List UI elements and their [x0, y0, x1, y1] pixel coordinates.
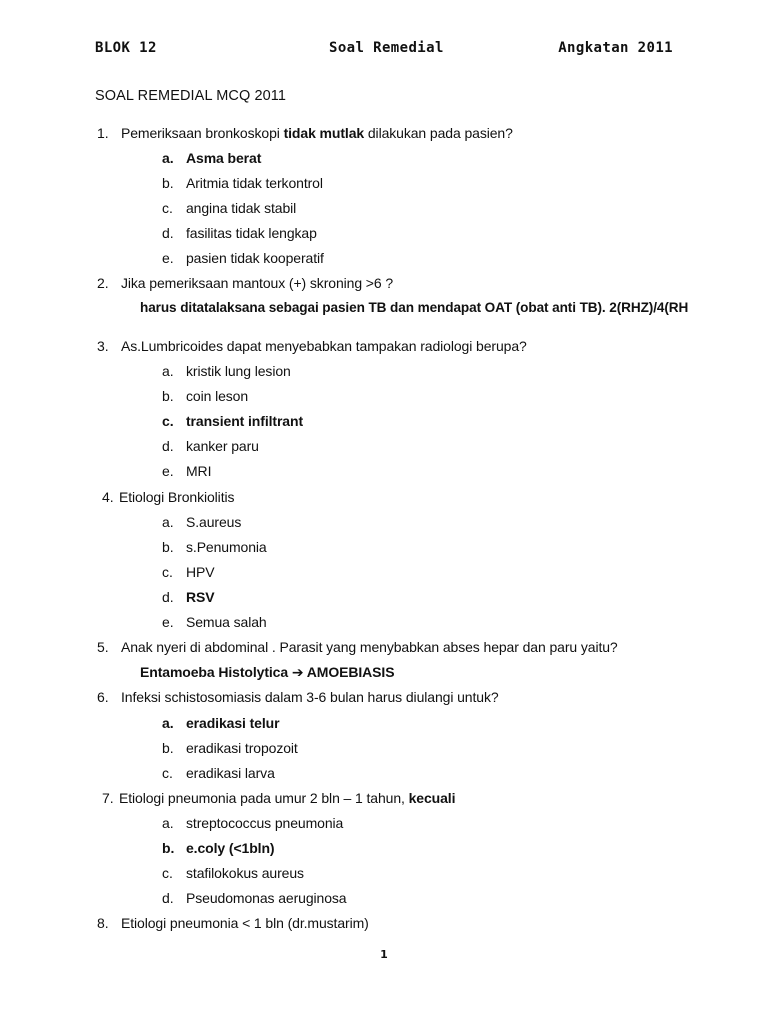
question-2-text: Jika pemeriksaan mantoux (+) skroning >6 ?: [121, 275, 394, 291]
q1-option-d-letter: d.: [162, 225, 174, 241]
q4-option-b: s.Penumonia: [186, 539, 267, 555]
q6-option-c-letter: c.: [162, 765, 173, 781]
q6-option-c: eradikasi larva: [186, 765, 275, 781]
question-1-number: 1.: [97, 125, 109, 141]
q5-answer-disease: AMOEBIASIS: [303, 664, 395, 680]
question-7-bold: kecuali: [408, 790, 456, 806]
document-title: SOAL REMEDIAL MCQ 2011: [95, 88, 287, 104]
q3-option-a: kristik lung lesion: [186, 363, 291, 379]
question-1-bold: tidak mutlak: [283, 125, 365, 141]
question-1-text: [121, 125, 513, 141]
q7-option-d-letter: d.: [162, 890, 174, 906]
question-3-number: 3.: [97, 338, 109, 354]
question-2-number: 2.: [97, 275, 109, 291]
q4-option-b-letter: b.: [162, 539, 174, 555]
q3-option-a-letter: a.: [162, 363, 174, 379]
q3-option-d-letter: d.: [162, 438, 174, 454]
q4-option-a-letter: a.: [162, 514, 174, 530]
q4-option-d-letter: d.: [162, 589, 174, 605]
q6-option-a-letter: a.: [162, 715, 174, 731]
q4-option-d: RSV: [186, 589, 215, 605]
header-title: Soal Remedial: [329, 40, 444, 56]
q1-option-e-letter: e.: [162, 250, 174, 266]
page-number: 1: [380, 948, 388, 961]
q4-option-e-letter: e.: [162, 614, 174, 630]
q3-option-b-letter: b.: [162, 388, 174, 404]
page-header: [95, 40, 673, 60]
q6-option-a: eradikasi telur: [186, 715, 280, 731]
q7-option-c: stafilokokus aureus: [186, 865, 304, 881]
question-1-pre: Pemeriksaan bronkoskopi: [121, 125, 284, 141]
q4-option-c-letter: c.: [162, 564, 173, 580]
q4-option-a: S.aureus: [186, 514, 242, 530]
q1-option-b-letter: b.: [162, 175, 174, 191]
q4-option-c: HPV: [186, 564, 215, 580]
q1-option-a-letter: a.: [162, 150, 174, 166]
q6-option-b-letter: b.: [162, 740, 174, 756]
question-5-text: Anak nyeri di abdominal . Parasit yang menybabkan abses hepar dan paru yaitu?: [121, 639, 618, 655]
q1-option-c: angina tidak stabil: [186, 200, 297, 216]
question-5-answer: [140, 664, 394, 681]
question-1-post: dilakukan pada pasien?: [364, 125, 513, 141]
q1-option-b: Aritmia tidak terkontrol: [186, 175, 323, 191]
right-arrow-icon: ➔: [291, 665, 304, 681]
question-6-number: 6.: [97, 689, 109, 705]
q7-option-b-letter: b.: [162, 840, 175, 856]
q3-option-c-letter: c.: [162, 413, 174, 429]
q1-option-d: fasilitas tidak lengkap: [186, 225, 317, 241]
question-8-text: Etiologi pneumonia < 1 bln (dr.mustarim): [121, 915, 369, 931]
question-3-text: As.Lumbricoides dapat menyebabkan tampakan radiologi berupa?: [121, 338, 527, 354]
q1-option-e: pasien tidak kooperatif: [186, 250, 324, 266]
q7-option-a: streptococcus pneumonia: [186, 815, 344, 831]
question-4-text: Etiologi Bronkiolitis: [119, 489, 235, 505]
question-7-number: 7.: [102, 790, 114, 806]
question-7-text: [119, 790, 455, 806]
q7-option-b: e.coly (<1bln): [186, 840, 275, 856]
question-8-number: 8.: [97, 915, 109, 931]
header-year: Angkatan 2011: [558, 40, 673, 56]
q6-option-b: eradikasi tropozoit: [186, 740, 298, 756]
question-4-number: 4.: [102, 489, 114, 505]
q3-option-e: MRI: [186, 463, 212, 479]
q3-option-e-letter: e.: [162, 463, 174, 479]
question-7-pre: Etiologi pneumonia pada umur 2 bln – 1 tahun,: [119, 790, 409, 806]
q7-option-a-letter: a.: [162, 815, 174, 831]
q4-option-e: Semua salah: [186, 614, 267, 630]
q3-option-c: transient infiltrant: [186, 413, 304, 429]
question-5-number: 5.: [97, 639, 109, 655]
question-2-answer: harus ditatalaksana sebagai pasien TB dan mendapat OAT (obat anti TB). 2(RHZ)/4(RH: [140, 300, 689, 315]
q1-option-c-letter: c.: [162, 200, 173, 216]
q7-option-c-letter: c.: [162, 865, 173, 881]
header-block: BLOK 12: [95, 40, 157, 56]
q1-option-a: Asma berat: [186, 150, 262, 166]
question-6-text: Infeksi schistosomiasis dalam 3-6 bulan harus diulangi untuk?: [121, 689, 499, 705]
q3-option-b: coin leson: [186, 388, 249, 404]
q7-option-d: Pseudomonas aeruginosa: [186, 890, 347, 906]
q3-option-d: kanker paru: [186, 438, 259, 454]
q5-answer-organism: Entamoeba Histolytica: [140, 664, 292, 680]
